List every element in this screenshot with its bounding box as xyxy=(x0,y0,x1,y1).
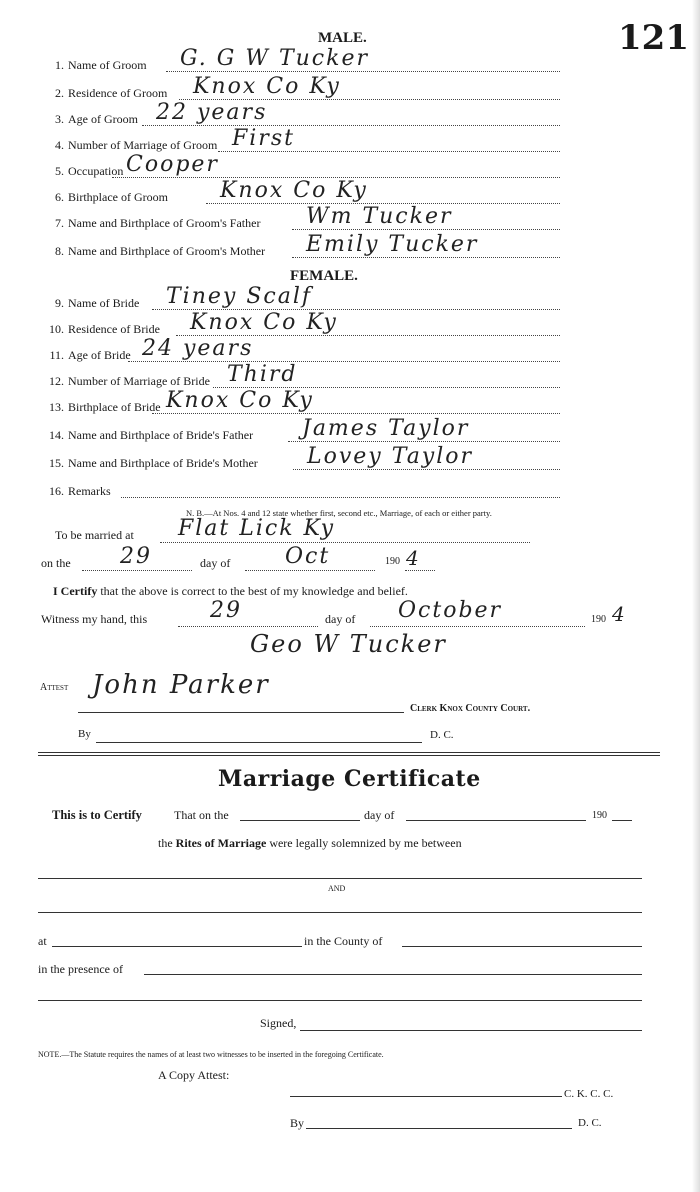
witness-day-of-label: day of xyxy=(325,612,356,626)
field-label: Name and Birthplace of Groom's Mother xyxy=(68,244,266,258)
field-label: Occupation xyxy=(68,164,124,178)
field-label: Name and Birthplace of Groom's Father xyxy=(68,216,261,230)
field-label: Name and Birthplace of Bride's Father xyxy=(68,428,254,442)
field-number: 2. xyxy=(55,86,64,100)
female-heading: FEMALE. xyxy=(290,268,358,284)
dc-label: D. C. xyxy=(430,729,454,741)
field-value: Cooper xyxy=(126,152,219,177)
field-label: Number of Marriage of Groom xyxy=(68,138,218,152)
cert-rites-post: were legally solemnized by me between xyxy=(269,836,462,850)
field-value: Knox Co Ky xyxy=(166,388,314,413)
cert-day-of: day of xyxy=(364,808,395,822)
cert-rites-bold: Rites of Marriage xyxy=(175,836,267,850)
cert-that-on: That on the xyxy=(174,808,229,822)
cert-presence: in the presence of xyxy=(38,962,123,976)
cert-rites-line xyxy=(158,836,462,851)
field-value: Tiney Scalf xyxy=(166,284,313,309)
attest-value: John Parker xyxy=(92,670,270,700)
cert-this-is: This is to Certify xyxy=(52,808,142,822)
field-number: 7. xyxy=(55,216,64,230)
field-label: Birthplace of Groom xyxy=(68,190,168,204)
day-of-label: day of xyxy=(200,556,231,570)
field-label: Name of Groom xyxy=(68,58,147,72)
attest-label: Attest xyxy=(40,682,69,693)
field-label: Name of Bride xyxy=(68,296,140,310)
cert-note: NOTE.—The Statute requires the names of at least two witnesses to be inserted in the foregoing Certificate. xyxy=(38,1050,384,1059)
field-value: G. G W Tucker xyxy=(180,46,369,71)
field-value: 22 years xyxy=(156,100,268,125)
certify-bold: I Certify xyxy=(53,584,98,598)
page-number: 121 xyxy=(618,18,689,58)
by-label: By xyxy=(78,728,91,740)
field-value: Knox Co Ky xyxy=(220,178,368,203)
field-number: 3. xyxy=(55,112,64,126)
field-underline xyxy=(288,441,560,442)
to-be-married-value: Flat Lick Ky xyxy=(178,516,335,541)
field-number: 9. xyxy=(55,296,64,310)
witness-year-digit: 4 xyxy=(612,602,627,626)
field-label: Residence of Bride xyxy=(68,322,160,336)
groom-signature: Geo W Tucker xyxy=(250,630,447,658)
field-number: 4. xyxy=(55,138,64,152)
field-value: James Taylor xyxy=(302,416,470,441)
cert-county: in the County of xyxy=(304,934,383,948)
field-number: 10. xyxy=(49,322,64,336)
field-number: 8. xyxy=(55,244,64,258)
field-number: 16. xyxy=(49,484,64,498)
witness-label: Witness my hand, this xyxy=(41,612,148,626)
field-number: 14. xyxy=(49,428,64,442)
certify-text: that the above is correct to the best of my knowledge and belief. xyxy=(100,584,408,598)
field-underline xyxy=(166,71,560,72)
year-prefix: 190 xyxy=(385,556,400,567)
field-label: Number of Marriage of Bride xyxy=(68,374,210,388)
field-value: 24 years xyxy=(142,336,254,361)
field-value: First xyxy=(232,126,295,151)
on-the-month-value: Oct xyxy=(285,544,331,569)
field-label: Birthplace of Bride xyxy=(68,400,161,414)
field-underline xyxy=(292,257,560,258)
field-underline xyxy=(128,361,560,362)
cert-rites-pre: the xyxy=(158,836,173,850)
field-value: Knox Co Ky xyxy=(193,74,341,99)
cert-at: at xyxy=(38,934,47,948)
cert-and: AND xyxy=(328,884,346,893)
cert-year: 190 xyxy=(592,810,607,821)
witness-month-value: October xyxy=(398,598,503,623)
field-underline xyxy=(292,229,560,230)
field-label: Name and Birthplace of Bride's Mother xyxy=(68,456,258,470)
cert-signed: Signed, xyxy=(260,1016,297,1030)
field-value: Knox Co Ky xyxy=(190,310,338,335)
scan-edge xyxy=(692,0,700,1192)
field-value: Wm Tucker xyxy=(306,204,453,229)
field-value: Emily Tucker xyxy=(306,232,479,257)
field-label: Remarks xyxy=(68,484,111,498)
field-number: 13. xyxy=(49,400,64,414)
copy-attest: A Copy Attest: xyxy=(158,1068,230,1082)
witness-day-value: 29 xyxy=(210,598,242,623)
ckcc-label: C. K. C. C. xyxy=(564,1088,614,1100)
field-label: Age of Bride xyxy=(68,348,131,362)
clerk-label: Clerk Knox County Court. xyxy=(410,703,531,714)
nb-note: N. B.—At Nos. 4 and 12 state whether first, second etc., Marriage, of each or either party. xyxy=(186,508,492,518)
field-underline xyxy=(293,469,560,470)
field-underline xyxy=(152,413,560,414)
to-be-married-label: To be married at xyxy=(55,528,134,542)
field-number: 1. xyxy=(55,58,64,72)
field-underline xyxy=(218,151,560,152)
certificate-title: Marriage Certificate xyxy=(218,766,481,792)
field-underline xyxy=(142,125,560,126)
field-value: Third xyxy=(227,362,298,387)
field-number: 12. xyxy=(49,374,64,388)
on-the-day-value: 29 xyxy=(120,544,152,569)
field-number: 11. xyxy=(49,348,64,362)
male-heading: MALE. xyxy=(318,30,367,46)
year-digit: 4 xyxy=(406,546,421,570)
field-number: 5. xyxy=(55,164,64,178)
field-number: 15. xyxy=(49,456,64,470)
by2-label: By xyxy=(290,1116,305,1130)
witness-year-prefix: 190 xyxy=(591,614,606,625)
certify-line xyxy=(53,584,408,599)
dc2-label: D. C. xyxy=(578,1117,602,1129)
field-label: Age of Groom xyxy=(68,112,138,126)
field-number: 6. xyxy=(55,190,64,204)
field-underline xyxy=(121,497,560,498)
field-value: Lovey Taylor xyxy=(307,444,474,469)
field-label: Residence of Groom xyxy=(68,86,168,100)
on-the-label: on the xyxy=(41,556,71,570)
